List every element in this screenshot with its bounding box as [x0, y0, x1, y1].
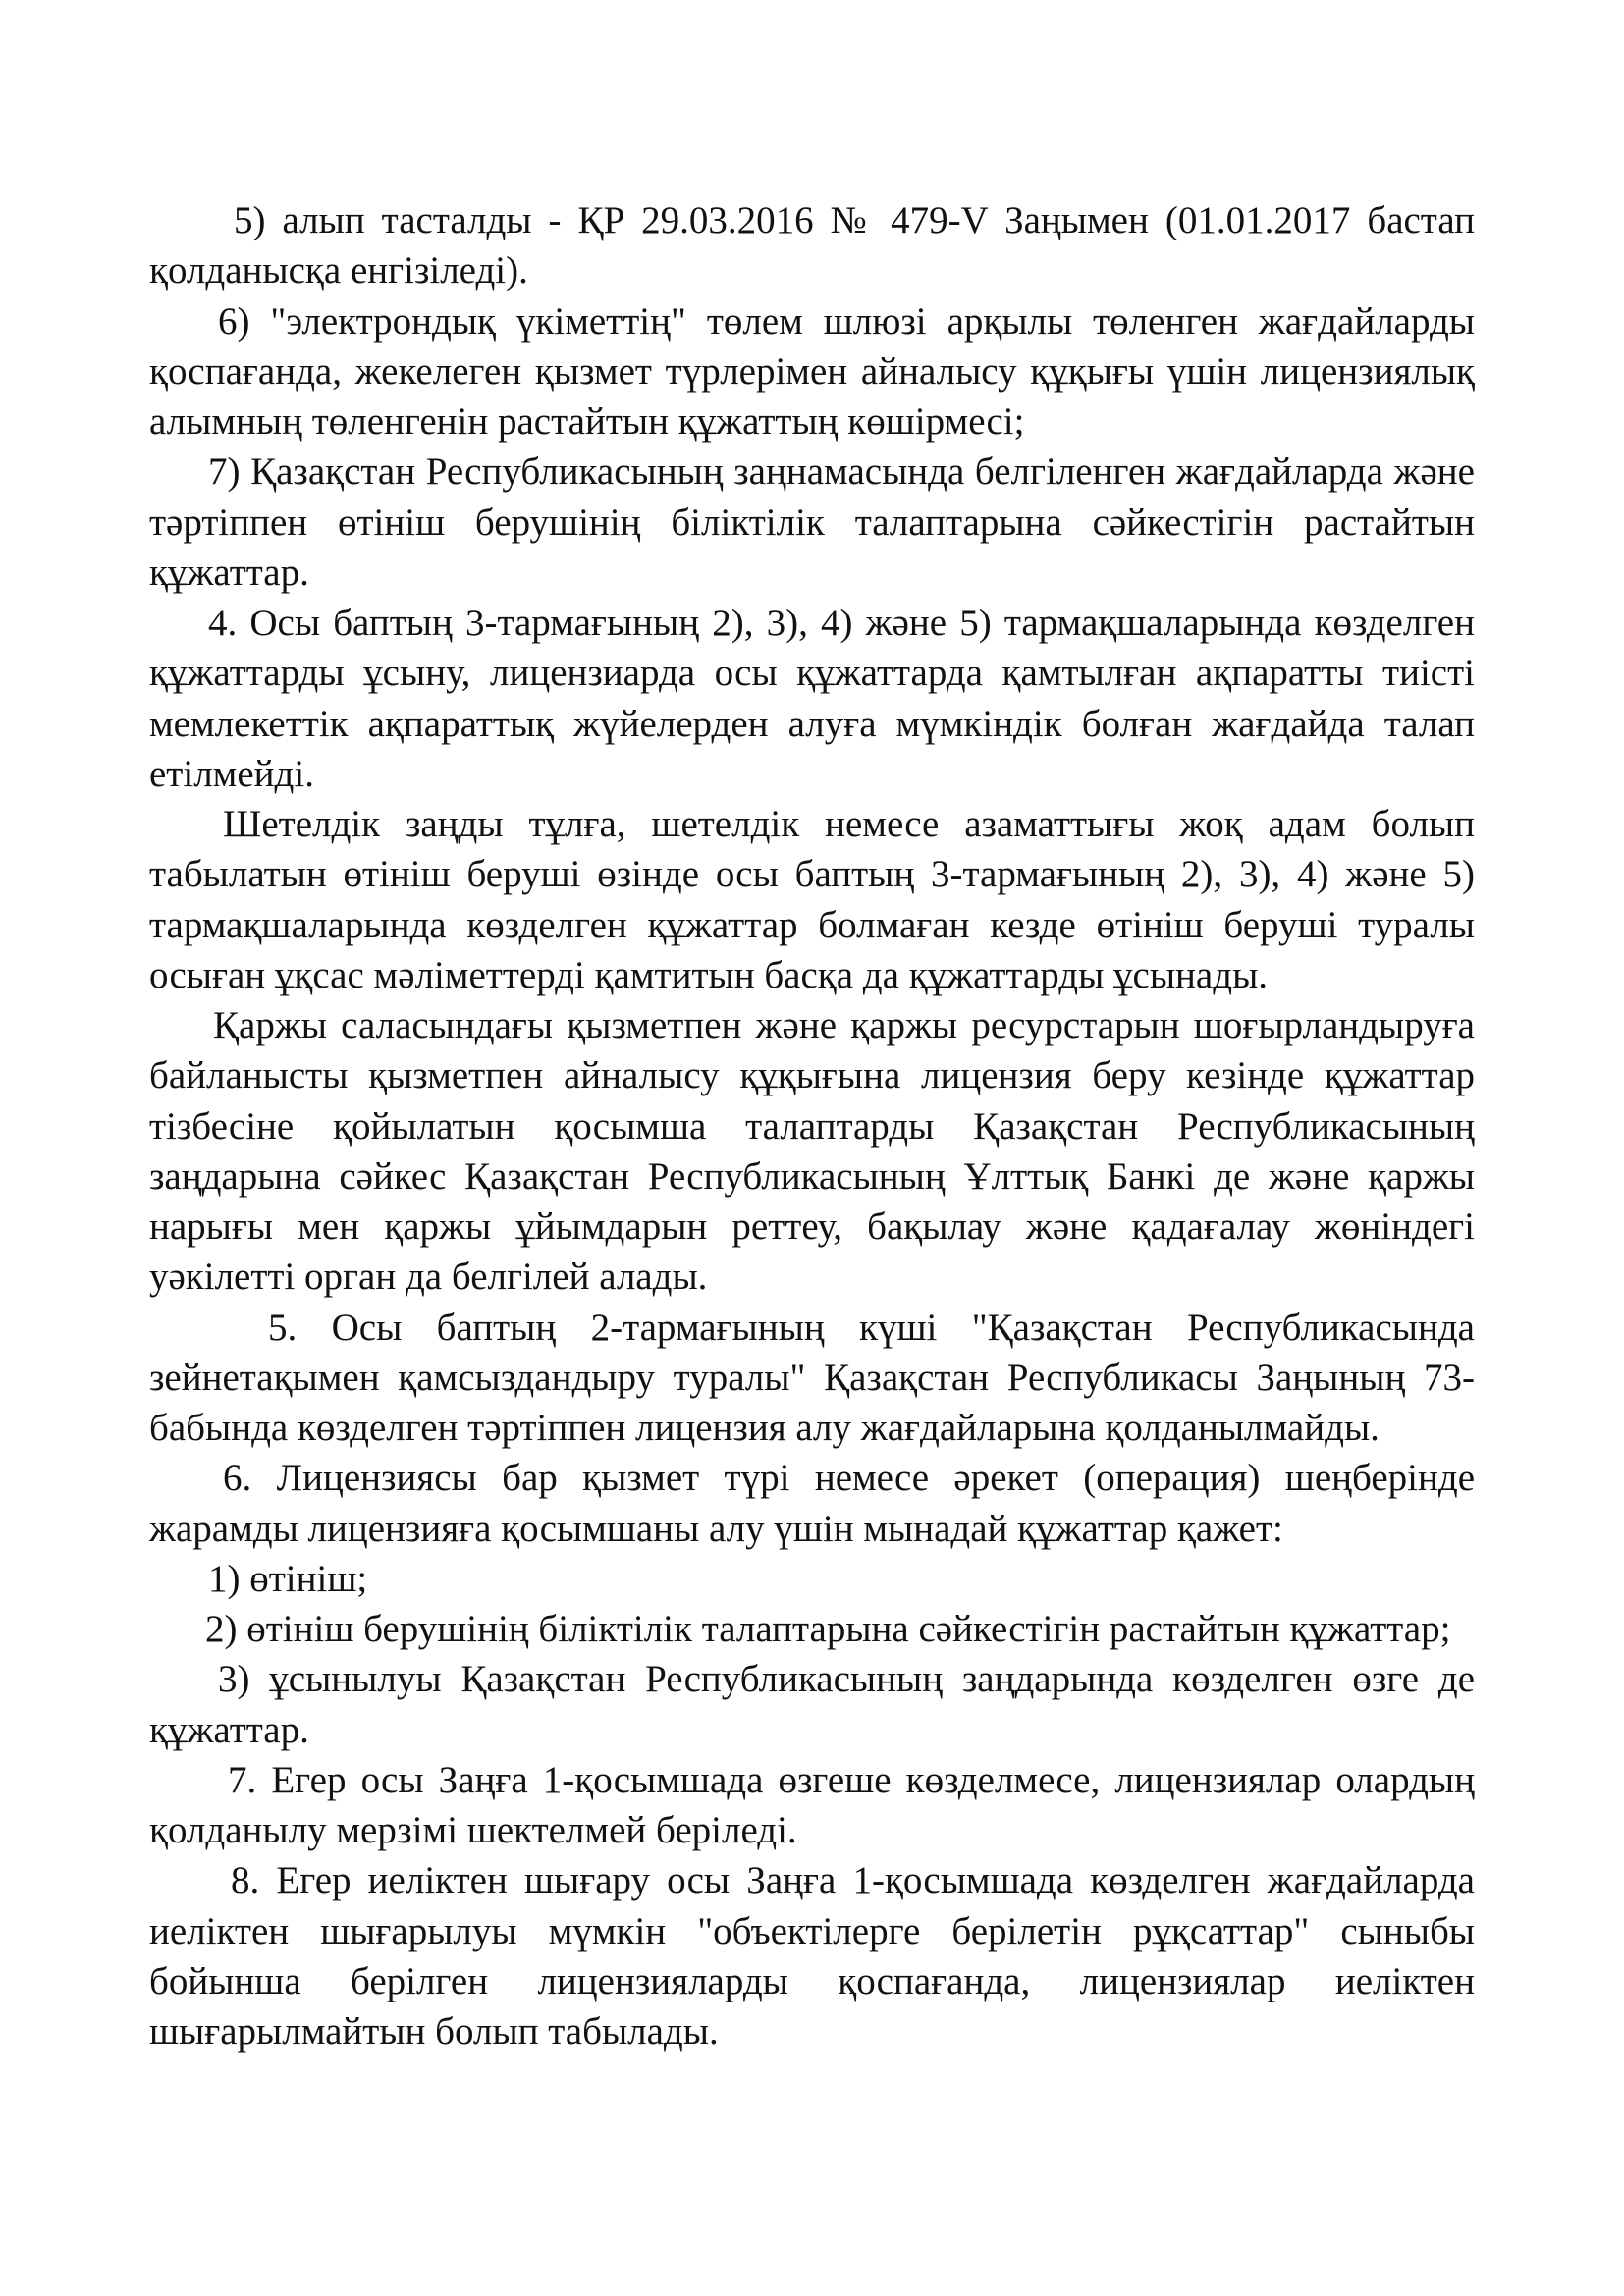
text-line: 7. Егер осы Заңға 1-қосымшада өзгеше көзделмесе, лицензиялар олардың	[228, 1758, 1475, 1801]
text-line: тәртіппен өтініш берушінің біліктілік талаптарына сәйкестігін растайтын	[149, 501, 1475, 544]
text-line: заңдарына сәйкес Қазақстан Республикасының Ұлттық Банкі де және қаржы	[149, 1154, 1475, 1198]
text-line: шығарылмайтын болып табылады.	[149, 2010, 719, 2053]
text-line: 1) өтініш;	[208, 1557, 368, 1600]
text-line: 2) өтініш берушінің біліктілік талаптарына сәйкестігін растайтын құжаттар;	[205, 1608, 1451, 1650]
text-line: алымның төленгенін растайтын құжаттың көшірмесі;	[149, 400, 1025, 443]
text-line: осыған ұқсас мәліметтерді қамтитын басқа да құжаттарды ұсынады.	[149, 953, 1269, 996]
document-body	[149, 195, 1475, 2056]
text-line: тармақшаларында көзделген құжаттар болмаған кезде өтініш беруші туралы	[149, 903, 1475, 946]
text-line: 3) ұсынылуы Қазақстан Республикасының заңдарында көзделген өзге де	[218, 1658, 1475, 1701]
text-line: бойынша берілген лицензияларды қоспағанда, лицензиялар иеліктен	[149, 1959, 1475, 2002]
text-line: 6. Лицензиясы бар қызмет түрі немесе әрекет (операция) шеңберінде	[223, 1457, 1475, 1500]
text-line: құжаттар.	[149, 1708, 309, 1751]
text-line: етілмейді.	[149, 752, 314, 795]
text-line: 8. Егер иеліктен шығару осы Заңға 1-қосымшада көзделген жағдайларда	[231, 1859, 1475, 1902]
text-line: тізбесіне қойылатын қосымша талаптарды Қазақстан Республикасының	[149, 1104, 1475, 1148]
text-line: қолданылу мерзімі шектелмей беріледі.	[149, 1809, 797, 1851]
text-line: жарамды лицензияға қосымшаны алу үшін мынадай құжаттар қажет:	[149, 1507, 1283, 1550]
text-line: уәкілетті орган да белгілей алады.	[149, 1255, 708, 1299]
text-line: 5. Осы баптың 2-тармағының күші "Қазақстан Республикасында	[268, 1306, 1475, 1349]
text-line: 6) "электрондық үкіметтің" төлем шлюзі арқылы төленген жағдайларды	[218, 299, 1475, 343]
text-line: Шетелдік заңды тұлға, шетелдік немесе азаматтығы жоқ адам болып	[223, 803, 1475, 845]
text-line: байланысты қызметпен айналысу құқығына лицензия беру кезінде құжаттар	[149, 1054, 1475, 1097]
text-line: 5) алып тасталды - ҚР 29.03.2016 № 479-V Заңымен (01.01.2017 бастап	[234, 199, 1475, 241]
text-line: 7) Қазақстан Республикасының заңнамасында белгіленген жағдайларда және	[208, 451, 1475, 494]
text-line: нарығы мен қаржы ұйымдарын реттеу, бақылау және қадағалау жөніндегі	[149, 1205, 1475, 1248]
text-line: иеліктен шығарылуы мүмкін "объектілерге берілетін рұқсаттар" сыныбы	[149, 1909, 1475, 1952]
text-line: табылатын өтініш беруші өзінде осы баптың 3-тармағының 2), 3), 4) және 5)	[149, 853, 1475, 896]
text-line: қолданысқа енгізіледі).	[149, 249, 528, 293]
text-line: 4. Осы баптың 3-тармағының 2), 3), 4) және 5) тармақшаларында көзделген	[208, 602, 1475, 644]
text-line: Қаржы саласындағы қызметпен және қаржы ресурстарын шоғырландыруға	[213, 1004, 1475, 1046]
text-line: зейнетақымен қамсыздандыру туралы" Қазақстан Республикасы Заңының 73-	[149, 1356, 1475, 1399]
text-line: қоспағанда, жекелеген қызмет түрлерімен айналысу құқығы үшін лицензиялық	[149, 349, 1475, 393]
text-line: бабында көзделген тәртіппен лицензия алу жағдайларына қолданылмайды.	[149, 1407, 1380, 1449]
text-line: құжаттар.	[149, 551, 309, 594]
text-line: құжаттарды ұсыну, лицензиарда осы құжаттарда қамтылған ақпаратты тиісті	[149, 652, 1475, 695]
text-line: мемлекеттік ақпараттық жүйелерден алуға мүмкіндік болған жағдайда талап	[149, 702, 1475, 745]
